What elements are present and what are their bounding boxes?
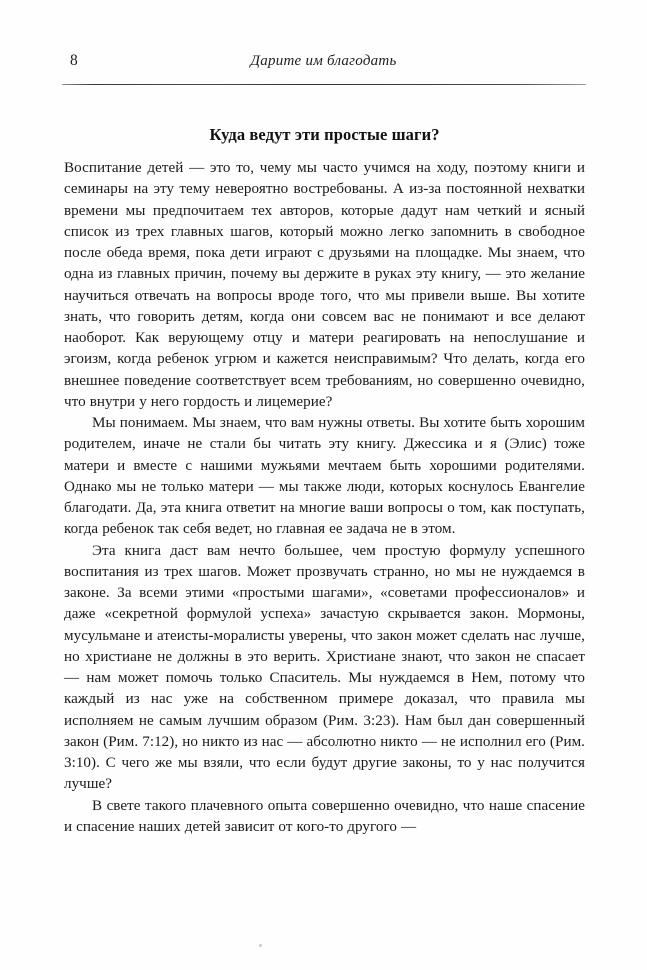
paragraph: Мы понимаем. Мы знаем, что вам нужны ответы. Вы хотите быть хорошим родителем, иначе не стали бы читать эту книгу. Джессика и я (Элис) тоже матери и вместе с нашими мужьями мечтаем быть хорошими родителями. Однако мы не только матери — мы также люди, которых коснулось Евангелие благодати. Да, эта книга ответит на многие ваши вопросы о том, как поступать, когда ребенок так себя ведет, но главная ее задача не в этом. [64,415,585,538]
paragraph: Эта книга даст вам нечто большее, чем простую формулу успешного воспитания из трех шагов. Может прозвучать странно, но мы не нуждаемся в законе. За всеми этими «простыми шагами», «советами профессионалов» и даже «секретной формулой успеха» зачастую скрывается закон. Мормоны, мусульмане и атеисты-моралисты уверены, что закон может сделать нас лучше, но христиане не должны в это верить. Христиане знают, что закон не спасает — нам может помочь только Спаситель. Мы нуждаемся в Нем, потому что каждый из нас уже на собственном примере доказал, что правила мы исполняем не самым лучшим образом (Рим. 3:23). Нам был дан совершенный закон (Рим. 7:12), но никто из нас — абсолютно никто — не исполнил его (Рим. 3:10). С чего же мы взяли, что если будут другие законы, то у нас получится лучше? [64,542,585,793]
paragraph: Воспитание детей — это то, чему мы часто учимся на ходу, поэтому книги и семинары на эту тему невероятно востребованы. А из-за постоянной нехватки времени мы предпочитаем тех авторов, которые дадут нам четкий и ясный список из трех главных шагов, который можно легко запомнить в свободное после обеда время, пока дети играют с друзьями на площадке. Мы знаем, что одна из главных причин, почему вы держите в руках эту книгу, — это желание научиться отвечать на вопросы вроде того, что мы привели выше. Вы хотите знать, что говорить детям, когда они совсем вас не понимают и все делают наоборот. Как верующему отцу и матери реагировать на непослушание и эгоизм, когда ребенок угрюм и кажется неисправимым? Что делать, когда его внешнее поведение соответствует всем требованиям, но совершенно очевидно, что внутри у него гордость и лицемерие? [64,160,585,410]
section-heading: Куда ведут эти простые шаги? [209,125,440,145]
paragraph: В свете такого плачевного опыта совершенно очевидно, что наше спасение и спасение наших детей зависит от кого-то другого — [64,797,585,835]
running-head [62,50,585,76]
header-divider [62,84,586,85]
body-text [64,158,585,838]
scan-artifact [259,944,262,947]
page-number: 8 [70,52,78,69]
running-head-title: Дарите им благодать [250,53,397,69]
